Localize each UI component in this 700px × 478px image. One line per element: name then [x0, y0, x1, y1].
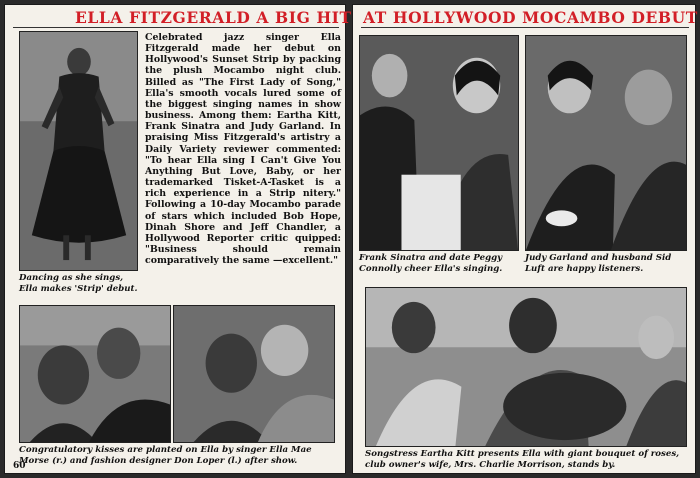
caption-sinatra: Frank Sinatra and date Peggy Connolly cheer Ella's singing. [359, 253, 503, 274]
headline-rule-right [361, 27, 689, 28]
photo-kitt-bouquet [365, 287, 687, 447]
right-magazine-page [352, 4, 696, 474]
article-body: Celebrated jazz singer Ella Fitzgerald made her debut on Hollywood's Sunset Strip by packing the plush Mocambo night club. Billed as "The First Lady of Song," Ella's smooth vocals lured some of the biggest singing names in show business. Among them: Eartha Kitt, Frank Sinatra and Judy Garland. In praising Miss Fitzgerald's artistry a Daily Variety reviewer commented: "To hear Ella sing I Can't Give You Anything But Love, Baby, or her trademarked Tisket-A-Tasket is a rich experience in a Strip nitery." Following a 10-day Mocambo parade of stars which included Bob Hope, Dinah Shore and Jeff Chandler, a Hollywood Reporter critic quipped: "Business should remain comparatively the same —excellent." [145, 32, 341, 267]
headline-rule [13, 27, 339, 28]
photo-kiss-loper [19, 305, 171, 443]
right-headline: AT HOLLYWOOD MOCAMBO DEBUT [363, 8, 698, 27]
photo-ella-dancing [19, 31, 138, 271]
photo-sinatra-connolly [359, 35, 519, 251]
left-magazine-page [4, 4, 352, 474]
left-headline: ELLA FITZGERALD A BIG HIT [75, 8, 352, 27]
page-number: 60 [13, 461, 26, 471]
photo-kiss-morse [173, 305, 335, 443]
photo-garland-luft [525, 35, 687, 251]
caption-kitt: Songstress Eartha Kitt presents Ella with giant bouquet of roses, club owner's wife, Mrs. Charlie Morrison, stands by. [365, 449, 680, 470]
caption-dancing: Dancing as she sings, Ella makes 'Strip' debut. [19, 273, 138, 294]
caption-kisses: Congratulatory kisses are planted on Ella by singer Ella Mae Morse (r.) and fashion designer Don Loper (l.) after show. [19, 445, 312, 466]
caption-garland: Judy Garland and husband Sid Luft are happy listeners. [525, 253, 672, 274]
